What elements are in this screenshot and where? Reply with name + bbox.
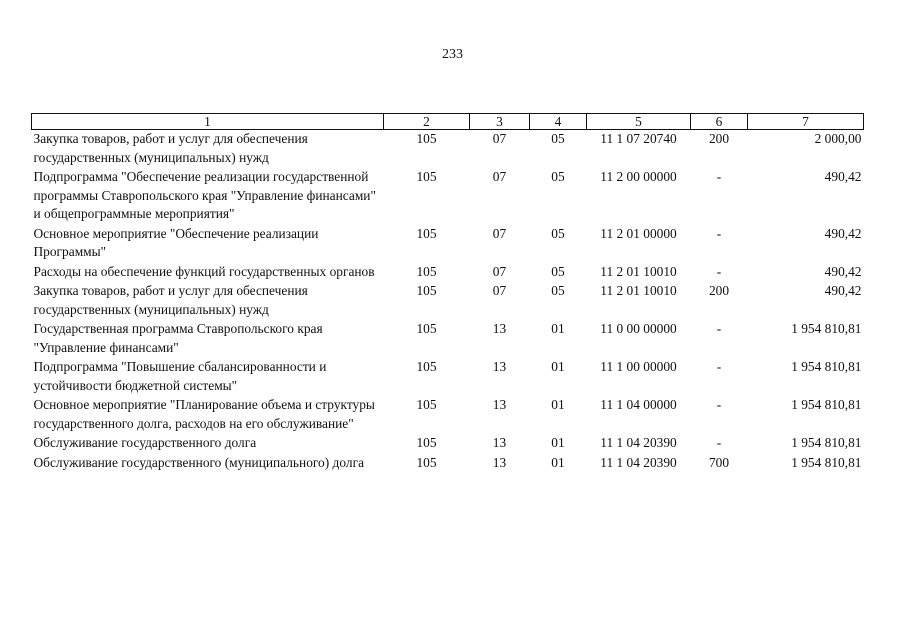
header-col-2: 2 [384, 114, 470, 130]
table-row [32, 168, 864, 225]
table-row [32, 263, 864, 283]
row-name: Закупка товаров, работ и услуг для обеспечения государственных (муниципальных) нужд [33, 283, 308, 317]
row-code: 105 [416, 321, 437, 336]
row-code: 105 [416, 131, 437, 146]
row-target: 11 2 01 00000 [600, 225, 677, 241]
table-row [32, 320, 864, 358]
row-subsection: 05 [551, 131, 565, 146]
row-target: 11 1 04 20390 [600, 435, 677, 450]
row-name: Закупка товаров, работ и услуг для обеспечения государственных (муниципальных) нужд [33, 131, 308, 165]
table-body [32, 130, 864, 474]
row-section: 13 [492, 397, 507, 412]
row-code: 105 [416, 397, 437, 412]
row-type: - [716, 225, 722, 241]
row-code: 105 [416, 169, 437, 184]
row-section: 13 [492, 321, 507, 336]
row-subsection: 01 [551, 321, 565, 336]
row-target: 11 1 07 20740 [600, 131, 677, 146]
table-row [32, 130, 864, 169]
header-col-6: 6 [691, 114, 748, 130]
row-target: 11 1 04 20390 [600, 454, 677, 470]
header-col-4: 4 [530, 114, 587, 130]
row-target: 11 2 01 10010 [600, 263, 677, 279]
row-target: 11 0 00 00000 [600, 321, 677, 336]
row-amount: 2 000,00 [814, 131, 862, 146]
row-code: 105 [416, 359, 437, 374]
row-amount: 490,42 [824, 225, 862, 241]
row-section: 13 [492, 359, 507, 374]
row-type: 200 [708, 283, 730, 298]
table-row [32, 454, 864, 474]
row-code: 105 [416, 225, 437, 241]
row-name: Обслуживание государственного долга [33, 435, 257, 450]
row-section: 07 [492, 225, 507, 241]
row-amount: 1 954 810,81 [791, 321, 862, 336]
row-section: 13 [492, 435, 507, 450]
row-subsection: 01 [551, 359, 565, 374]
table-row [32, 434, 864, 454]
row-type: - [716, 263, 722, 279]
row-type: - [716, 435, 722, 450]
table-row [32, 396, 864, 434]
row-name: Основное мероприятие "Планирование объема и структуры государственного долга, расходов на его обслуживание" [33, 397, 375, 431]
page-number: 233 [442, 47, 463, 62]
row-target: 11 2 01 10010 [600, 283, 677, 298]
table-row [32, 282, 864, 320]
row-target: 11 2 00 00000 [600, 169, 677, 184]
row-subsection: 05 [551, 283, 565, 298]
row-code: 105 [416, 283, 437, 298]
header-col-7: 7 [748, 114, 864, 130]
row-target: 11 1 00 00000 [600, 359, 677, 374]
row-amount: 490,42 [824, 169, 862, 184]
row-amount: 1 954 810,81 [791, 435, 862, 450]
row-code: 105 [416, 454, 437, 470]
row-amount: 1 954 810,81 [791, 454, 862, 470]
header-col-5: 5 [587, 114, 691, 130]
row-name: Подпрограмма "Повышение сбалансированности и устойчивости бюджетной системы" [33, 359, 327, 393]
row-subsection: 05 [551, 169, 565, 184]
row-section: 07 [492, 131, 507, 146]
row-subsection: 01 [551, 454, 565, 470]
row-amount: 490,42 [824, 263, 862, 279]
row-section: 07 [492, 263, 507, 279]
row-type: 200 [708, 131, 730, 146]
row-amount: 490,42 [824, 283, 862, 298]
row-name: Расходы на обеспечение функций государственных органов [33, 263, 375, 279]
row-subsection: 05 [551, 263, 565, 279]
table-row [32, 225, 864, 263]
header-row [32, 114, 864, 130]
row-amount: 1 954 810,81 [791, 397, 862, 412]
row-type: - [716, 321, 722, 336]
row-subsection: 01 [551, 397, 565, 412]
header-col-3: 3 [470, 114, 530, 130]
budget-table [31, 113, 864, 473]
row-name: Государственная программа Ставропольского края "Управление финансами" [33, 321, 323, 355]
row-type: - [716, 169, 722, 184]
row-subsection: 01 [551, 435, 565, 450]
header-col-1: 1 [32, 114, 384, 130]
row-section: 13 [492, 454, 507, 470]
row-subsection: 05 [551, 225, 565, 241]
row-name: Основное мероприятие "Обеспечение реализации Программы" [33, 225, 319, 259]
table-row [32, 358, 864, 396]
row-type: 700 [708, 454, 730, 470]
row-section: 07 [492, 283, 507, 298]
row-name: Подпрограмма "Обеспечение реализации государственной программы Ставропольского края "Управление финансами" и общепрограммные мероприятия" [33, 169, 376, 221]
row-amount: 1 954 810,81 [791, 359, 862, 374]
row-target: 11 1 04 00000 [600, 397, 677, 412]
table-header [32, 114, 864, 130]
row-code: 105 [416, 263, 437, 279]
row-type: - [716, 359, 722, 374]
row-code: 105 [416, 435, 437, 450]
row-type: - [716, 397, 722, 412]
row-section: 07 [492, 169, 507, 184]
row-name: Обслуживание государственного (муниципального) долга [33, 454, 365, 470]
